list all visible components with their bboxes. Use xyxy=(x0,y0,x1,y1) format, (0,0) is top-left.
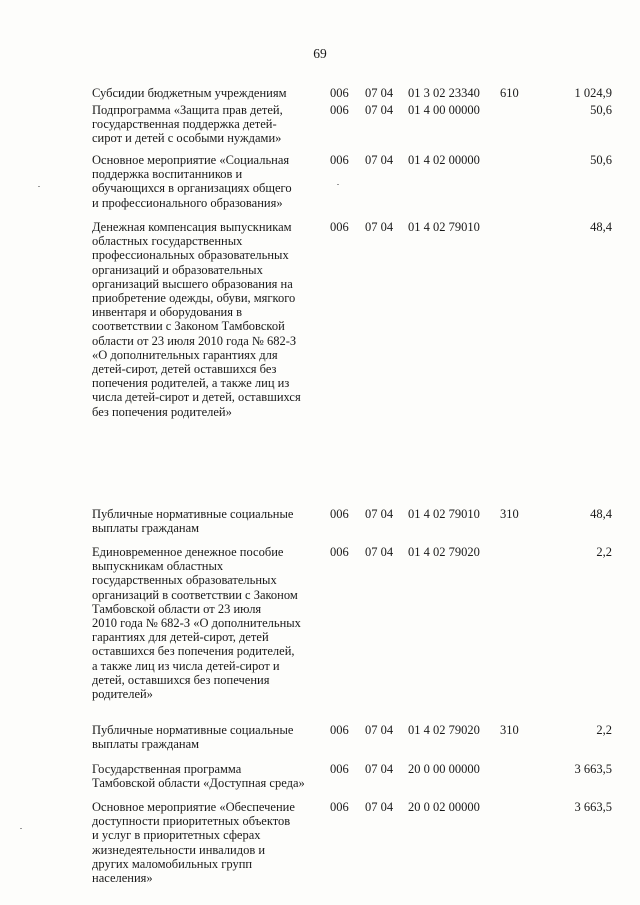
row-name-line: других маломобильных групп xyxy=(92,856,253,871)
row-name-line: области от 23 июля 2010 года № 682-З xyxy=(92,333,297,348)
table-row xyxy=(92,800,612,885)
row-name-line: сирот и детей с особыми нуждами» xyxy=(92,131,282,146)
target-article-code: 01 4 02 79010 xyxy=(408,507,480,521)
amount: 2,2 xyxy=(596,545,612,559)
row-name-line: выплаты гражданам xyxy=(92,521,200,536)
row-name-line: попечения родителей, а также лиц из xyxy=(92,376,290,391)
expense-type-code: 310 xyxy=(500,723,519,737)
section-code: 07 04 xyxy=(365,86,394,100)
row-name xyxy=(92,723,324,751)
row-name-line: «О дополнительных гарантиях для xyxy=(92,347,278,362)
target-article-code: 01 4 02 00000 xyxy=(408,153,480,167)
target-article-code: 20 0 02 00000 xyxy=(408,800,480,814)
row-name xyxy=(92,103,324,146)
section-code: 07 04 xyxy=(365,153,394,167)
table-row xyxy=(92,507,612,535)
row-name-line: Основное мероприятие «Социальная xyxy=(92,153,290,167)
row-name-line: без попечения родителей» xyxy=(92,404,232,419)
row-name-line: Денежная компенсация выпускникам xyxy=(92,220,292,234)
row-name xyxy=(92,220,324,419)
row-name-line: Основное мероприятие «Обеспечение xyxy=(92,800,295,814)
row-name-line: гарантиях для детей-сирот, детей xyxy=(92,630,269,645)
expense-type-code: 310 xyxy=(500,507,519,521)
target-article-code: 01 4 02 79020 xyxy=(408,723,480,737)
amount: 3 663,5 xyxy=(574,762,612,776)
amount: 2,2 xyxy=(596,723,612,737)
row-name-line: детей, оставшихся без попечения xyxy=(92,672,270,687)
table-row xyxy=(92,220,612,419)
row-name-line: Тамбовской области от 23 июля xyxy=(92,601,262,616)
target-article-code: 01 3 02 23340 xyxy=(408,86,480,100)
target-article-code: 20 0 00 00000 xyxy=(408,762,480,776)
table-row xyxy=(92,723,612,751)
row-name-line: обучающихся в организациях общего xyxy=(92,181,292,196)
amount: 48,4 xyxy=(590,507,612,521)
row-name-line: населения» xyxy=(92,871,153,886)
row-name-line: государственных образовательных xyxy=(92,573,277,588)
row-name xyxy=(92,762,324,790)
row-name-line: организаций высшего образования на xyxy=(92,276,293,291)
row-name xyxy=(92,153,324,210)
expense-type-code: 610 xyxy=(500,86,519,100)
section-code: 07 04 xyxy=(365,762,394,776)
target-article-code: 01 4 02 79010 xyxy=(408,220,480,234)
row-name-line: Публичные нормативные социальные xyxy=(92,507,294,521)
section-code: 07 04 xyxy=(365,220,394,234)
row-name-line: жизнедеятельности инвалидов и xyxy=(92,842,266,857)
row-name-line: инвентаря и оборудования в xyxy=(92,305,243,320)
row-name-line: детей-сирот, детей оставшихся без xyxy=(92,362,277,377)
row-name-line: организаций и образовательных xyxy=(92,262,263,277)
table-row xyxy=(92,86,612,100)
row-name xyxy=(92,507,324,535)
scan-speck xyxy=(337,184,339,185)
section-code: 07 04 xyxy=(365,507,394,521)
row-name-line: организаций в соответствии с Законом xyxy=(92,587,298,602)
amount: 3 663,5 xyxy=(574,800,612,814)
ved-code: 006 xyxy=(330,545,349,559)
row-name-line: оставшихся без попечения родителей, xyxy=(92,644,295,659)
row-name-line: доступности приоритетных объектов xyxy=(92,814,291,829)
row-name-line: Субсидии бюджетным учреждениям xyxy=(92,86,287,100)
row-name-line: профессиональных образовательных xyxy=(92,248,289,263)
ved-code: 006 xyxy=(330,723,349,737)
ved-code: 006 xyxy=(330,762,349,776)
table-row xyxy=(92,762,612,790)
section-code: 07 04 xyxy=(365,723,394,737)
row-name xyxy=(92,86,324,100)
row-name xyxy=(92,545,324,701)
row-name-line: приобретение одежды, обуви, мягкого xyxy=(92,291,296,306)
section-code: 07 04 xyxy=(365,545,394,559)
row-name xyxy=(92,800,324,885)
table-row xyxy=(92,153,612,210)
row-name-line: соответствии с Законом Тамбовской xyxy=(92,319,285,334)
ved-code: 006 xyxy=(330,103,349,117)
target-article-code: 01 4 02 79020 xyxy=(408,545,480,559)
ved-code: 006 xyxy=(330,800,349,814)
scan-speck xyxy=(38,186,40,187)
amount: 50,6 xyxy=(590,103,612,117)
row-name-line: и профессионального образования» xyxy=(92,195,283,210)
table-row xyxy=(92,103,612,146)
row-name-line: родителей» xyxy=(92,687,153,702)
row-name-line: Публичные нормативные социальные xyxy=(92,723,294,737)
row-name-line: выпускникам областных xyxy=(92,559,224,574)
row-name-line: а также лиц из числа детей-сирот и xyxy=(92,658,280,673)
row-name-line: Подпрограмма «Защита прав детей, xyxy=(92,103,283,117)
section-code: 07 04 xyxy=(365,800,394,814)
row-name-line: выплаты гражданам xyxy=(92,737,200,752)
ved-code: 006 xyxy=(330,220,349,234)
ved-code: 006 xyxy=(330,153,349,167)
row-name-line: областных государственных xyxy=(92,234,243,249)
row-name-line: государственная поддержка детей- xyxy=(92,117,277,132)
scan-speck xyxy=(20,828,22,829)
ved-code: 006 xyxy=(330,507,349,521)
page-number: 69 xyxy=(313,46,327,61)
amount: 1 024,9 xyxy=(574,86,612,100)
target-article-code: 01 4 00 00000 xyxy=(408,103,480,117)
table-row xyxy=(92,545,612,701)
row-name-line: числа детей-сирот и детей, оставшихся xyxy=(92,390,301,405)
row-name-line: поддержка воспитанников и xyxy=(92,167,243,182)
row-name-line: 2010 года № 682-З «О дополнительных xyxy=(92,616,301,631)
row-name-line: Единовременное денежное пособие xyxy=(92,545,284,559)
row-name-line: и услуг в приоритетных сферах xyxy=(92,828,261,843)
section-code: 07 04 xyxy=(365,103,394,117)
row-name-line: Тамбовской области «Доступная среда» xyxy=(92,776,305,791)
ved-code: 006 xyxy=(330,86,349,100)
row-name-line: Государственная программа xyxy=(92,762,242,776)
amount: 50,6 xyxy=(590,153,612,167)
amount: 48,4 xyxy=(590,220,612,234)
